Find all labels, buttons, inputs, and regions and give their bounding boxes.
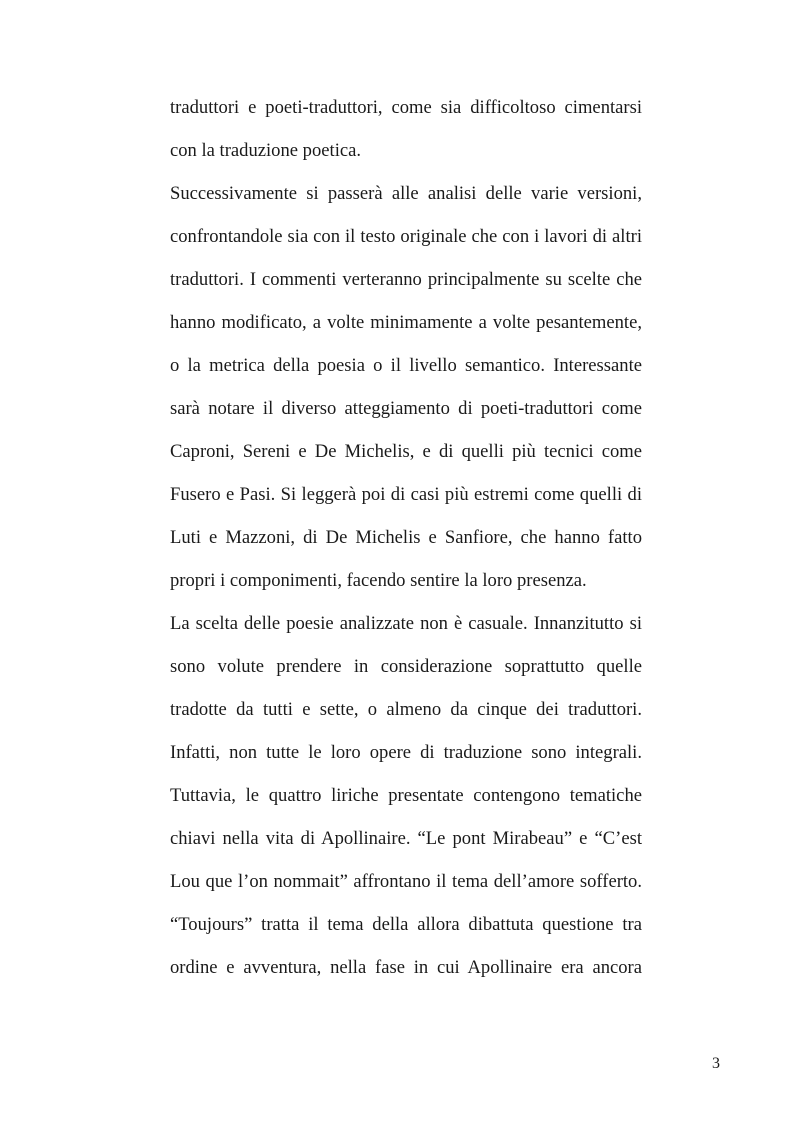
text-line: tradotte da tutti e sette, o almeno da cinque dei traduttori. [170, 699, 642, 720]
text-line: sarà notare il diverso atteggiamento di poeti-traduttori come [170, 398, 642, 419]
text-line: Luti e Mazzoni, di De Michelis e Sanfiore, che hanno fatto [170, 527, 642, 548]
text-line: traduttori e poeti-traduttori, come sia difficoltoso cimentarsi [170, 97, 642, 118]
text-line: sono volute prendere in considerazione soprattutto quelle [170, 656, 642, 677]
text-line: ordine e avventura, nella fase in cui Apollinaire era ancora [170, 957, 642, 978]
text-line: Tuttavia, le quattro liriche presentate contengono tematiche [170, 785, 642, 806]
text-line: traduttori. I commenti verteranno principalmente su scelte che [170, 269, 642, 290]
text-line: Infatti, non tutte le loro opere di traduzione sono integrali. [170, 742, 642, 763]
text-line: confrontandole sia con il testo originale che con i lavori di altri [170, 226, 642, 247]
body-text [170, 86, 642, 989]
text-line: Fusero e Pasi. Si leggerà poi di casi più estremi come quelli di [170, 484, 642, 505]
text-line: Lou que l’on nommait” affrontano il tema dell’amore sofferto. [170, 871, 642, 892]
text-line: “Toujours” tratta il tema della allora dibattuta questione tra [170, 914, 642, 935]
text-line: Caproni, Sereni e De Michelis, e di quelli più tecnici come [170, 441, 642, 462]
text-line: con la traduzione poetica. [170, 140, 362, 161]
text-line: o la metrica della poesia o il livello semantico. Interessante [170, 355, 642, 376]
text-line: La scelta delle poesie analizzate non è casuale. Innanzitutto si [170, 613, 642, 634]
text-line: hanno modificato, a volte minimamente a volte pesantemente, [170, 312, 642, 333]
text-line: chiavi nella vita di Apollinaire. “Le pont Mirabeau” e “C’est [170, 828, 642, 849]
page-number: 3 [712, 1055, 720, 1072]
text-line: Successivamente si passerà alle analisi delle varie versioni, [170, 183, 642, 204]
text-line: propri i componimenti, facendo sentire la loro presenza. [170, 570, 587, 591]
